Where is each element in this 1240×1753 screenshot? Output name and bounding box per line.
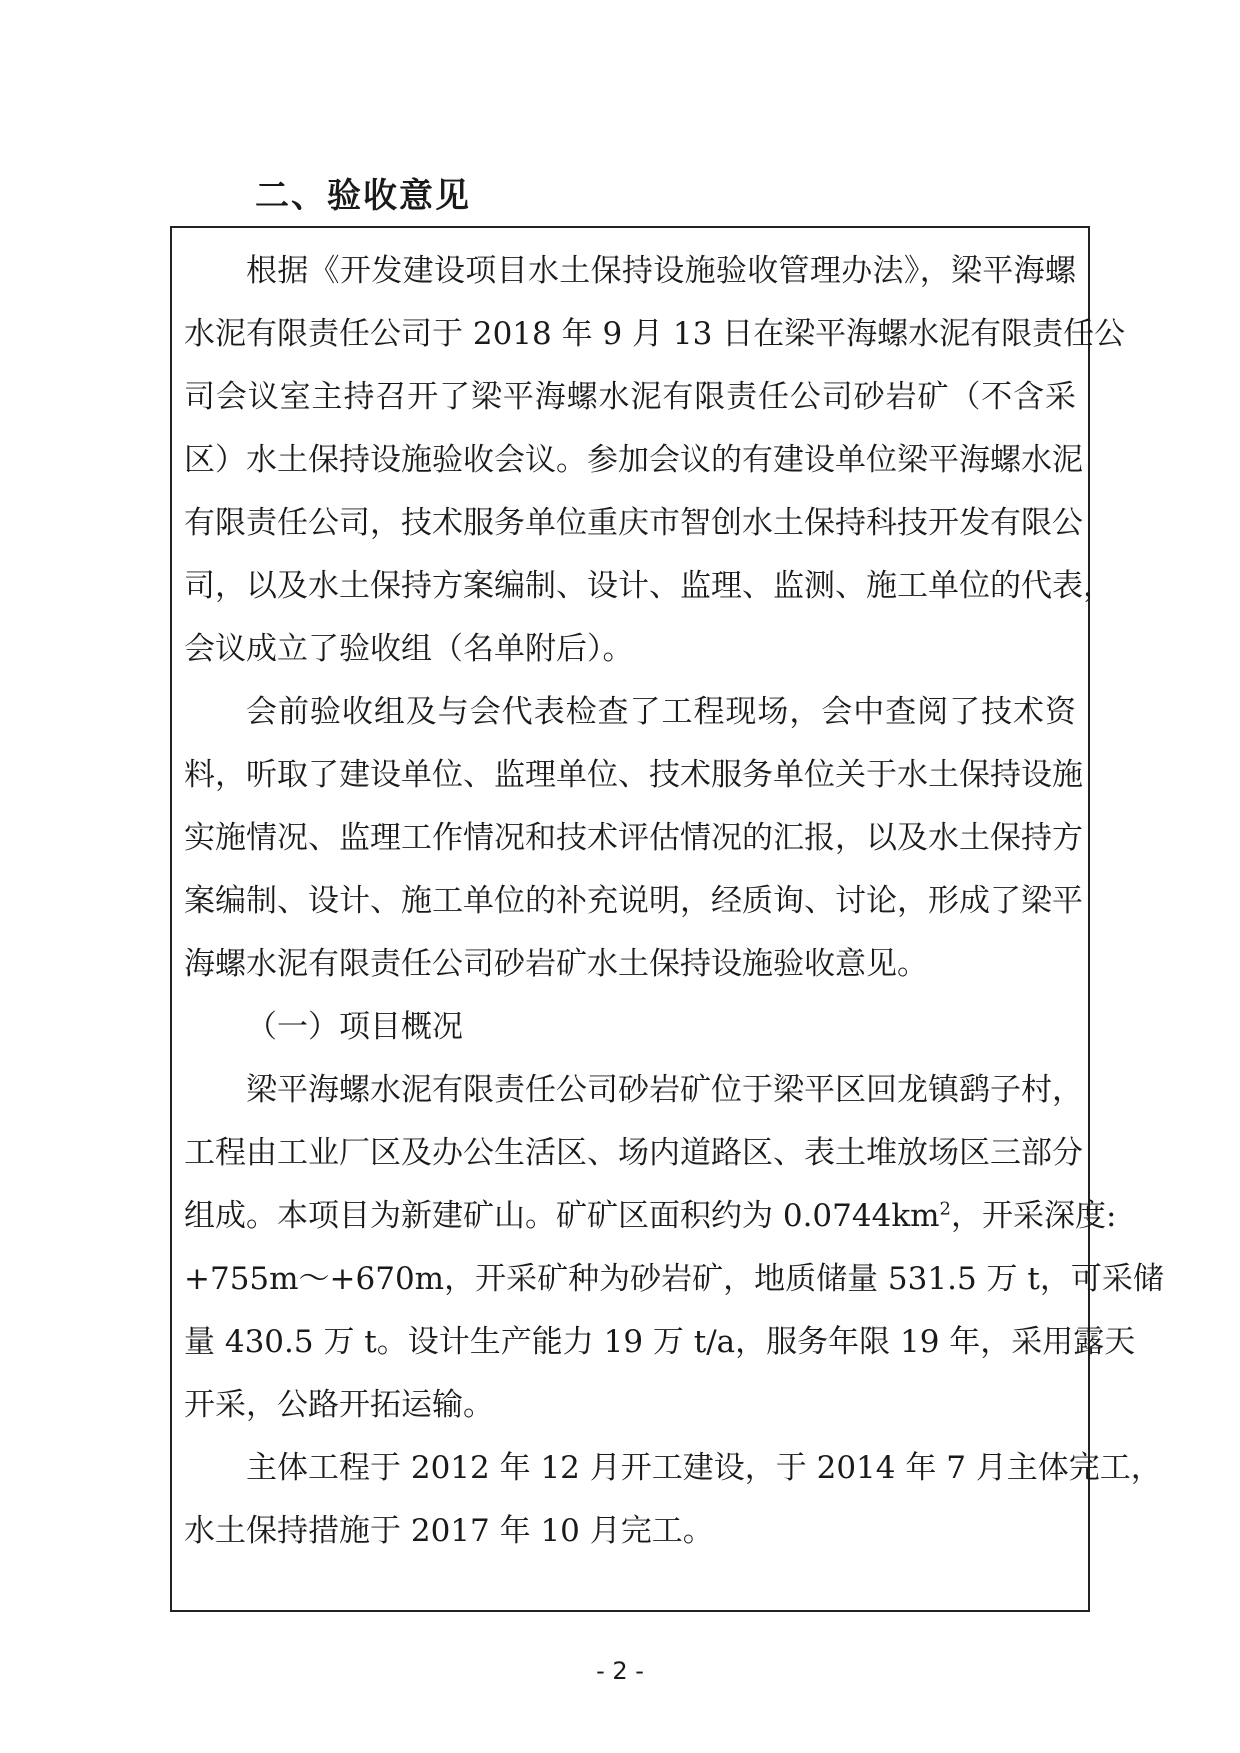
page-number: - 2 - bbox=[596, 1657, 644, 1685]
text-line: 区）水土保持设施验收会议。参加会议的有建设单位梁平海螺水泥 bbox=[184, 442, 1083, 478]
text-line: 会前验收组及与会代表检查了工程现场，会中查阅了技术资 bbox=[246, 694, 1076, 730]
text-line: 开采，公路开拓运输。 bbox=[184, 1387, 494, 1423]
text-line: 根据《开发建设项目水土保持设施验收管理办法》，梁平海螺 bbox=[246, 253, 1076, 289]
text-line: 司会议室主持召开了梁平海螺水泥有限责任公司砂岩矿（不含采 bbox=[184, 379, 1076, 415]
text-line: 海螺水泥有限责任公司砂岩矿水土保持设施验收意见。 bbox=[184, 946, 928, 982]
text-line: 水泥有限责任公司于 2018 年 9 月 13 日在梁平海螺水泥有限责任公 bbox=[184, 316, 1126, 352]
text-line: 梁平海螺水泥有限责任公司砂岩矿位于梁平区回龙镇鹞子村， bbox=[246, 1072, 1083, 1108]
text-line: 水土保持措施于 2017 年 10 月完工。 bbox=[184, 1513, 714, 1549]
text-line: 司，以及水土保持方案编制、设计、监理、监测、施工单位的代表， bbox=[184, 568, 1114, 604]
text-line: 会议成立了验收组（名单附后）。 bbox=[184, 631, 634, 667]
text-line: 案编制、设计、施工单位的补充说明，经质询、讨论，形成了梁平 bbox=[184, 883, 1083, 919]
superscript: 2 bbox=[939, 1198, 951, 1220]
text-line: 料，听取了建设单位、监理单位、技术服务单位关于水土保持设施 bbox=[184, 757, 1083, 793]
text-segment: 组成。本项目为新建矿山。矿矿区面积约为 0.0744km bbox=[184, 1198, 940, 1234]
section-heading: 二、验收意见 bbox=[255, 176, 471, 216]
text-line: 实施情况、监理工作情况和技术评估情况的汇报，以及水土保持方 bbox=[184, 820, 1083, 856]
document-body bbox=[184, 240, 1164, 1563]
text-line bbox=[184, 1185, 1117, 1248]
text-line: +755m～+670m，开采矿种为砂岩矿，地质储量 531.5 万 t，可采储 bbox=[184, 1261, 1164, 1297]
text-line: 有限责任公司，技术服务单位重庆市智创水土保持科技开发有限公 bbox=[184, 505, 1083, 541]
subsection-heading: （一）项目概况 bbox=[246, 1009, 463, 1045]
text-line: 主体工程于 2012 年 12 月开工建设，于 2014 年 7 月主体完工， bbox=[246, 1450, 1162, 1486]
text-line: 工程由工业厂区及办公生活区、场内道路区、表土堆放场区三部分 bbox=[184, 1135, 1083, 1171]
text-line: 量 430.5 万 t。设计生产能力 19 万 t/a，服务年限 19 年，采用露天 bbox=[184, 1324, 1136, 1360]
text-segment: ，开采深度: bbox=[950, 1198, 1117, 1234]
